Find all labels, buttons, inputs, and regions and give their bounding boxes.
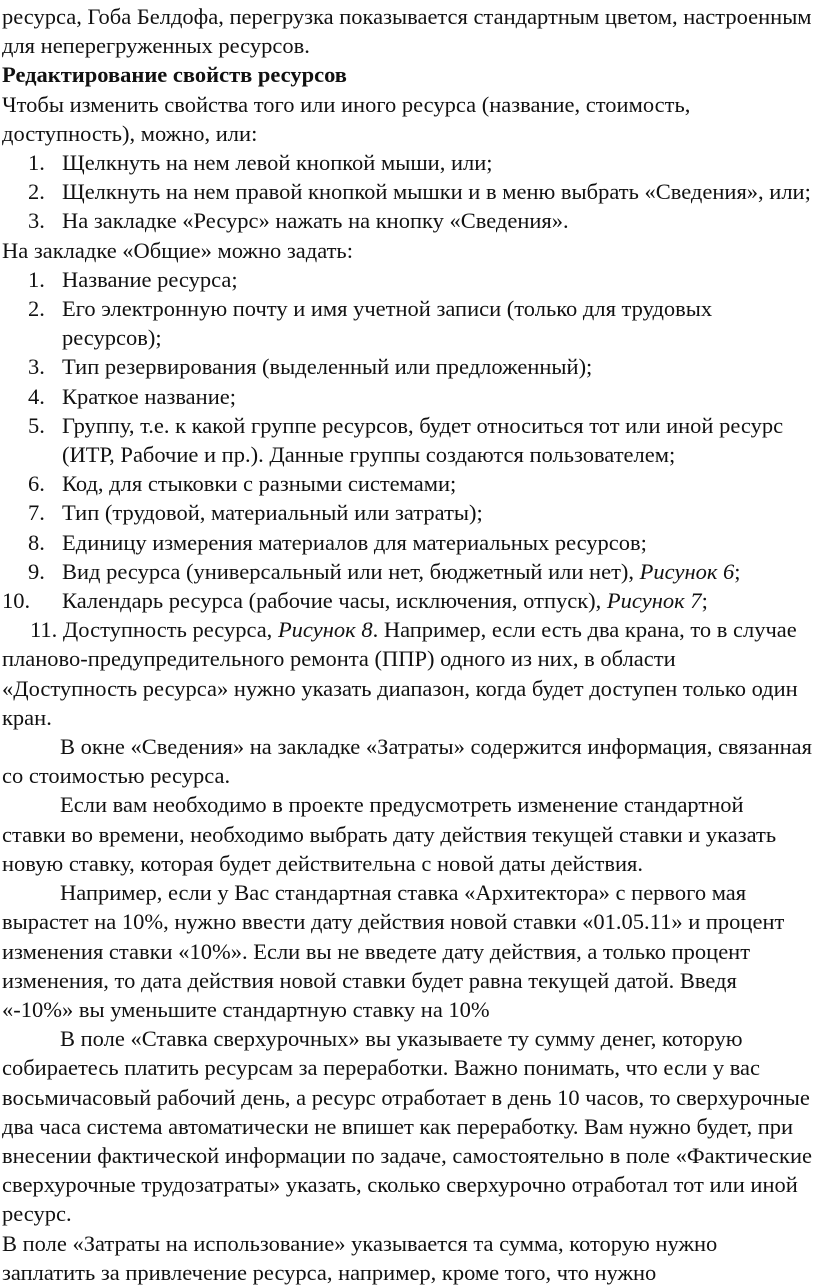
list-item: 6. Код, для стыковки с разными системами; bbox=[28, 471, 457, 497]
list-item: 8. Единицу измерения материалов для материальных ресурсов; bbox=[28, 529, 647, 555]
list-item: 11. Доступность ресурса, Рисунок 8. Например, если есть два крана, то в случае планово-предупредительного ремонта (ППР) одного из них, в области «Доступность ресурса» нужно указать диапазон, когда будет доступен только один кран. bbox=[2, 617, 798, 730]
list-item: 4. Краткое название; bbox=[28, 383, 236, 409]
paragraph: В поле «Затраты на использование» указывается та сумма, которую нужно заплатить за привлечение ресурса, например, кроме того, что нужно bbox=[2, 1230, 718, 1285]
list-item: 5. Группу, т.е. к какой группе ресурсов, будет относиться тот или иной ресурс (ИТР, Рабочие и пр.). Данные группы создаются пользователем; bbox=[28, 412, 784, 468]
list-item: 2. Щелкнуть на нем правой кнопкой мышки и в меню выбрать «Сведения», или; bbox=[28, 179, 811, 205]
paragraph: В окне «Сведения» на закладке «Затраты» содержится информация, связанная со стоимостью ресурса. bbox=[2, 734, 812, 789]
list-item: 9. Вид ресурса (универсальный или нет, бюджетный или нет), Рисунок 6; bbox=[28, 558, 741, 584]
paragraph: Если вам необходимо в проекте предусмотреть изменение стандартной ставки во времени, необходимо выбрать дату действия текущей ставки и указать новую ставку, которая будет действительна с новой даты действия. bbox=[2, 792, 777, 876]
list-item: 1. Название ресурса; bbox=[28, 266, 238, 292]
general-tab-list bbox=[2, 265, 812, 732]
list-item: 7. Тип (трудовой, материальный или затраты); bbox=[28, 500, 483, 526]
paragraph: Например, если у Вас стандартная ставка «Архитектора» с первого мая вырастет на 10%, нужно ввести дату действия новой ставки «01.05.11» и процент изменения ставки «10%». Если вы не введете дату действия, а только процент изменения, то дата действия новой ставки будет равна текущей датой. Введя «-10%» вы уменьшите стандартную ставку на 10% bbox=[2, 880, 785, 1022]
list-item: 3. На закладке «Ресурс» нажать на кнопку «Сведения». bbox=[28, 208, 569, 234]
edit-intro: Чтобы изменить свойства того или иного ресурса (название, стоимость, доступность), можно, или: bbox=[2, 91, 691, 146]
list-item: 2. Его электронную почту и имя учетной записи (только для трудовых ресурсов); bbox=[28, 296, 713, 351]
list-item: 1. Щелкнуть на нем левой кнопкой мыши, или; bbox=[28, 150, 493, 176]
intro-text: ресурса, Гоба Белдофа, перегрузка показывается стандартным цветом, настроенным для неперегруженных ресурсов. bbox=[2, 4, 812, 59]
figure-ref: Рисунок 7 bbox=[606, 588, 702, 614]
figure-ref: Рисунок 6 bbox=[639, 558, 735, 584]
list-item: 10. Календарь ресурса (рабочие часы, исключения, отпуск), Рисунок 7; bbox=[2, 588, 708, 614]
list-item: 3. Тип резервирования (выделенный или предложенный); bbox=[28, 354, 593, 380]
edit-methods-list bbox=[2, 148, 812, 236]
paragraph: В поле «Ставка сверхурочных» вы указываете ту сумму денег, которую собираетесь платить ресурсам за переработки. Важно понимать, что если у вас восьмичасовый рабочий день, а ресурс отработает в день 10 часов, то сверхурочные два часа система автоматически не впишет как переработку. Вам нужно будет, при внесении фактической информации по задаче, самостоятельно в поле «Фактические сверхурочные трудозатраты» указать, сколько сверхурочно отработал тот или иной ресурс. bbox=[2, 1026, 812, 1227]
section-heading: Редактирование свойств ресурсов bbox=[2, 62, 347, 88]
figure-ref: Рисунок 8 bbox=[277, 617, 373, 643]
general-tab-intro: На закладке «Общие» можно задать: bbox=[2, 237, 353, 263]
